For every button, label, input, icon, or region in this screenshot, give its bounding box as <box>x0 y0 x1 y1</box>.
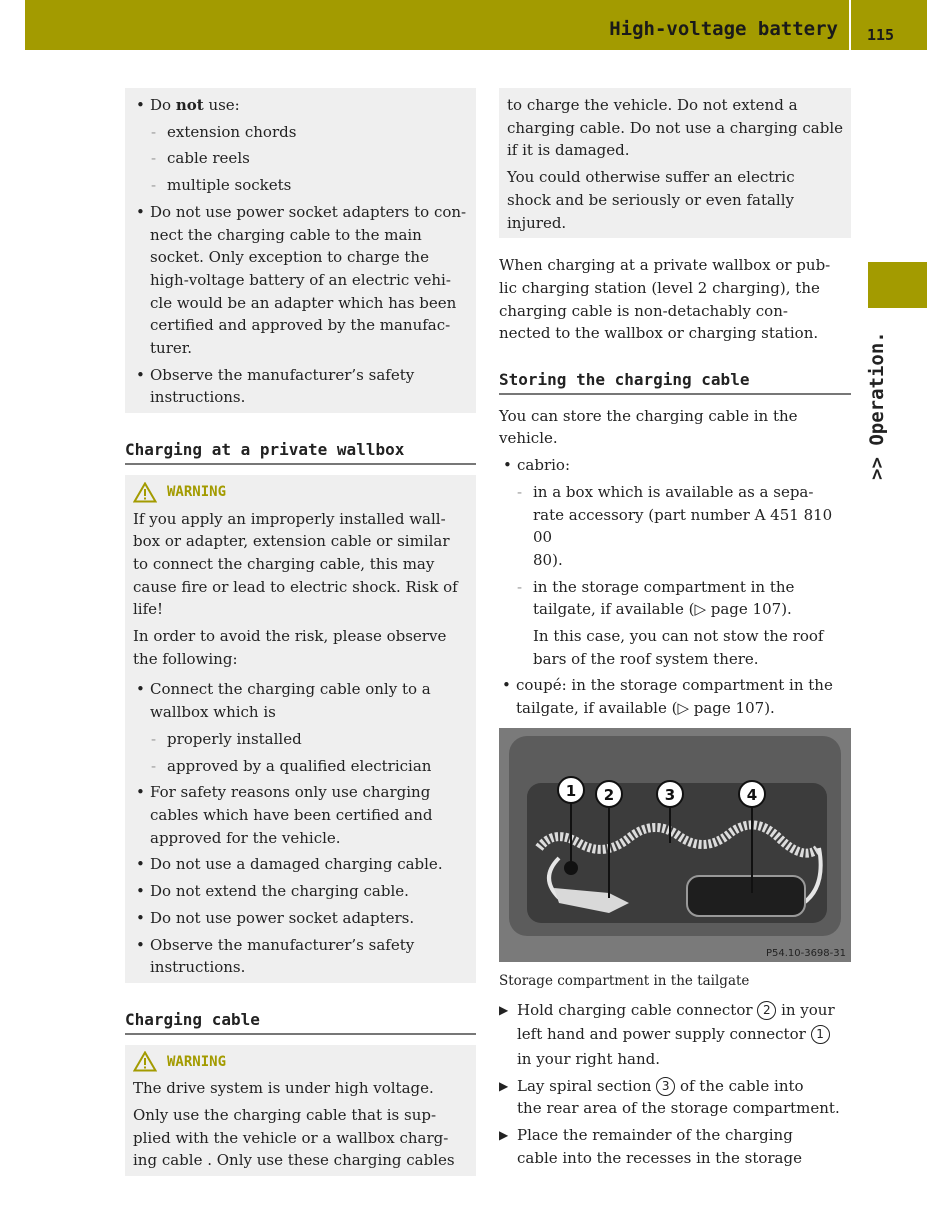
callout-2: 2 <box>603 785 615 804</box>
instruction-step: ▶ Place the remainder of the charging cable into the recesses in the storage <box>499 1124 851 1169</box>
header-divider <box>849 0 851 50</box>
right-column <box>499 88 851 1170</box>
list-item: • Do not use: <box>133 94 468 117</box>
page-number: 115 <box>867 26 895 44</box>
list-item: • Observe the manufacturer’s safety instructions. <box>133 934 468 979</box>
photo-illustration <box>499 728 851 962</box>
instruction-step: ▶ Hold charging cable connector 2 in your left hand and power supply connector 1 in your right hand. <box>499 999 851 1071</box>
section-heading: Charging cable <box>125 1009 476 1035</box>
list-item: - properly installed <box>133 728 468 751</box>
list-item: - extension chords <box>133 121 468 144</box>
left-column <box>125 88 476 1176</box>
warning-icon <box>133 482 157 503</box>
list-note: In this case, you can not stow the roof bars of the roof system there. <box>533 627 824 668</box>
list-item: • coupé: in the storage compartment in the tailgate, if available (▷ page 107). <box>499 674 851 719</box>
list-item: - approved by a qualified electrician <box>133 755 468 778</box>
connector-2-marker: 2 <box>757 1001 776 1020</box>
photo-code: P54.10-3698-31 <box>765 947 846 959</box>
body-paragraph: When charging at a private wallbox or pub- lic charging station (level 2 charging), the charging cable is non-detachably con- nected to the wallbox or charging station. <box>499 256 831 343</box>
info-box <box>125 88 476 413</box>
warning-box <box>125 1045 476 1177</box>
warning-label: WARNING <box>167 1053 227 1070</box>
warning-text: If you apply an improperly installed wall- box or adapter, extension cable or similar to connect the charging cable, this may cause fire or lead to electric shock. Risk of life! <box>133 509 458 619</box>
section-heading: Storing the charging cable <box>499 369 851 395</box>
list-item: • Do not use power socket adapters to con- nect the charging cable to the main socket. Only exception to charge the high-voltage battery of an electric vehi- cle would be an adapter which has been certified and approved by the manufac- turer. <box>133 201 468 360</box>
list-item: - multiple sockets <box>133 174 468 197</box>
callout-4: 4 <box>746 785 758 804</box>
page-title: High-voltage battery <box>609 18 838 40</box>
warning-icon <box>133 1051 157 1072</box>
warning-text: Only use the charging cable that is sup- plied with the vehicle or a wallbox charg- ing cable . Only use these charging cables <box>133 1106 455 1170</box>
list-item: • For safety reasons only use charging cables which have been certified and approved for the vehicle. <box>133 781 468 849</box>
list-item: - cable reels <box>133 147 468 170</box>
warning-box <box>125 475 476 983</box>
callout-1: 1 <box>565 781 577 800</box>
body-paragraph: You can store the charging cable in the vehicle. <box>499 406 798 448</box>
list-item: • cabrio: <box>500 454 851 477</box>
section-heading: Charging at a private wallbox <box>125 439 476 465</box>
list-item: • Do not extend the charging cable. <box>133 880 468 903</box>
connector-1-marker: 1 <box>811 1025 830 1044</box>
list-item: • Do not use power socket adapters. <box>133 907 468 930</box>
list-item: - in the storage compartment in the tailgate, if available (▷ page 107). <box>499 576 851 621</box>
warning-box-continued <box>499 88 851 238</box>
warning-text: The drive system is under high voltage. <box>133 1079 434 1098</box>
list-item: • Observe the manufacturer’s safety instructions. <box>133 364 468 409</box>
side-tab <box>868 262 927 308</box>
warning-text: to charge the vehicle. Do not extend a charging cable. Do not use a charging cable if it is damaged. <box>507 96 844 160</box>
callout-3: 3 <box>664 785 676 804</box>
warning-text: You could otherwise suffer an electric shock and be seriously or even fatally injured. <box>507 168 795 232</box>
list-item: • Connect the charging cable only to a wallbox which is <box>133 678 468 723</box>
spiral-3-marker: 3 <box>656 1077 675 1096</box>
warning-text: In order to avoid the risk, please observe the following: <box>133 627 447 668</box>
side-section-label: >> Operation. <box>866 331 888 480</box>
warning-label: WARNING <box>167 483 227 500</box>
photo-caption: Storage compartment in the tailgate <box>499 972 750 989</box>
instruction-step: ▶ Lay spiral section 3 of the cable into the rear area of the storage compartment. <box>499 1075 851 1120</box>
list-item: • Do not use a damaged charging cable. <box>133 853 468 876</box>
storage-compartment-photo <box>499 728 851 962</box>
list-item: - in a box which is available as a sepa- rate accessory (part number A 451 810 00 80). <box>499 481 851 572</box>
